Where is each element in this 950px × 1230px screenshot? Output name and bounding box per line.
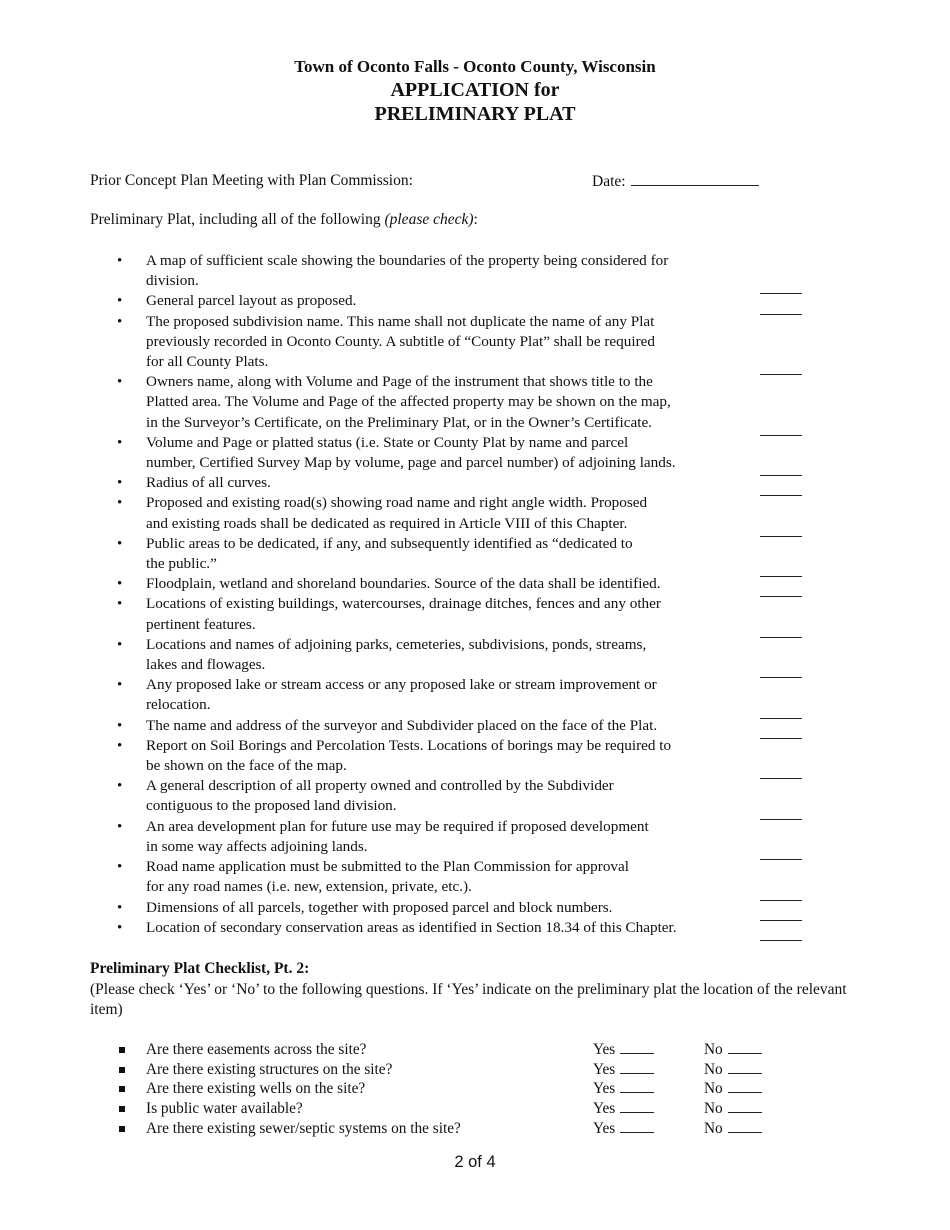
question-text: Are there existing wells on the site? bbox=[146, 1080, 366, 1098]
bullet-icon: • bbox=[117, 313, 123, 330]
checklist-question bbox=[0, 1099, 950, 1119]
requirement-item bbox=[0, 534, 950, 574]
requirement-text: Public areas to be dedicated, if any, and subsequently identified as “dedicated to the public.” bbox=[146, 534, 633, 573]
checklist-question bbox=[0, 1079, 950, 1099]
check-blank[interactable] bbox=[760, 940, 802, 941]
bullet-icon: • bbox=[117, 919, 123, 936]
requirement-text: Proposed and existing road(s) showing road name and right angle width. Proposed and existing roads shall be dedicated as required in Article VIII of this Chapter. bbox=[146, 494, 648, 532]
requirement-text: Report on Soil Borings and Percolation Tests. Locations of borings may be required to be shown on the face of the map. bbox=[146, 736, 672, 775]
bullet-icon: • bbox=[117, 535, 123, 552]
yes-label: Yes bbox=[593, 1041, 616, 1058]
concept-meeting-label: Prior Concept Plan Meeting with Plan Commission: bbox=[90, 172, 413, 189]
bullet-icon: • bbox=[117, 495, 123, 512]
requirement-text: Floodplain, wetland and shoreland boundaries. Source of the data shall be identified. bbox=[146, 575, 661, 593]
requirement-item bbox=[0, 433, 950, 473]
requirement-item bbox=[0, 493, 950, 533]
requirement-item bbox=[0, 635, 950, 675]
requirement-item bbox=[0, 291, 950, 311]
date-field[interactable] bbox=[592, 172, 759, 191]
bullet-icon: • bbox=[117, 576, 123, 593]
no-option[interactable] bbox=[704, 1099, 762, 1119]
requirement-item bbox=[0, 918, 950, 938]
bullet-icon: • bbox=[117, 374, 123, 391]
requirement-text: Locations of existing buildings, watercourses, drainage ditches, fences and any other pertinent features. bbox=[146, 595, 661, 633]
requirements-list bbox=[0, 251, 950, 938]
checklist-questions bbox=[0, 1040, 950, 1138]
question-text: Is public water available? bbox=[146, 1100, 303, 1118]
yes-option[interactable] bbox=[593, 1079, 654, 1099]
concept-meeting-row bbox=[90, 172, 850, 192]
no-label: No bbox=[704, 1080, 723, 1098]
no-blank[interactable] bbox=[728, 1040, 762, 1054]
yes-blank[interactable] bbox=[620, 1079, 654, 1093]
requirement-item bbox=[0, 716, 950, 736]
yes-option[interactable] bbox=[593, 1119, 654, 1139]
requirement-text: Location of secondary conservation areas as identified in Section 18.34 of this Chapter. bbox=[146, 918, 677, 936]
bullet-icon: • bbox=[117, 253, 123, 269]
requirement-text: A general description of all property owned and controlled by the Subdivider contiguous to the proposed land division. bbox=[146, 777, 614, 815]
yes-blank[interactable] bbox=[620, 1099, 654, 1113]
no-option[interactable] bbox=[704, 1119, 762, 1139]
date-blank[interactable] bbox=[631, 172, 759, 186]
square-bullet-icon bbox=[119, 1106, 125, 1112]
requirement-text: Road name application must be submitted to the Plan Commission for approval for any road names (i.e. new, extension, private, etc.). bbox=[146, 858, 629, 896]
checklist-question bbox=[0, 1060, 950, 1080]
bullet-icon: • bbox=[117, 899, 123, 916]
requirement-text: The name and address of the surveyor and Subdivider placed on the face of the Plat. bbox=[146, 716, 658, 734]
no-label: No bbox=[704, 1041, 723, 1058]
checklist-question bbox=[0, 1040, 950, 1060]
requirement-text: Owners name, along with Volume and Page of the instrument that shows title to the Platted area. The Volume and Page of the affected property may be shown on the map, in the Surveyor’s Certificate, on the Preliminary Plat, or in the Owner’s Certificate. bbox=[146, 373, 671, 431]
requirement-item bbox=[0, 473, 950, 493]
square-bullet-icon bbox=[119, 1126, 125, 1132]
form-title-line2: PRELIMINARY PLAT bbox=[374, 103, 576, 125]
bullet-icon: • bbox=[117, 778, 123, 795]
yes-option[interactable] bbox=[593, 1040, 654, 1060]
requirement-text: Dimensions of all parcels, together with proposed parcel and block numbers. bbox=[146, 898, 613, 916]
requirement-text: A map of sufficient scale showing the boundaries of the property being considered for division. bbox=[146, 252, 669, 290]
checklist-instructions: (Please check ‘Yes’ or ‘No’ to the following questions. If ‘Yes’ indicate on the preliminary plat the location of the relevant item) bbox=[90, 981, 847, 1018]
no-blank[interactable] bbox=[728, 1119, 762, 1133]
form-header bbox=[0, 56, 950, 126]
requirement-text: An area development plan for future use may be required if proposed development in some way affects adjoining lands. bbox=[146, 817, 649, 855]
yes-blank[interactable] bbox=[620, 1040, 654, 1054]
no-label: No bbox=[704, 1100, 723, 1118]
checklist-title: Preliminary Plat Checklist, Pt. 2: bbox=[90, 960, 310, 977]
no-blank[interactable] bbox=[728, 1079, 762, 1093]
requirement-text: Locations and names of adjoining parks, cemeteries, subdivisions, ponds, streams, lakes and flowages. bbox=[146, 635, 647, 674]
no-label: No bbox=[704, 1119, 723, 1137]
square-bullet-icon bbox=[119, 1086, 125, 1092]
requirement-item bbox=[0, 857, 950, 897]
bullet-icon: • bbox=[117, 293, 123, 310]
bullet-icon: • bbox=[117, 677, 123, 694]
no-blank[interactable] bbox=[728, 1060, 762, 1074]
bullet-icon: • bbox=[117, 717, 123, 734]
requirement-item bbox=[0, 594, 950, 634]
requirement-text: Any proposed lake or stream access or any proposed lake or stream improvement or relocation. bbox=[146, 676, 657, 714]
intro-emphasis: (please check) bbox=[384, 211, 474, 228]
requirements-intro bbox=[90, 211, 478, 229]
requirement-item bbox=[0, 574, 950, 594]
requirement-item bbox=[0, 251, 950, 291]
no-option[interactable] bbox=[704, 1060, 762, 1080]
no-blank[interactable] bbox=[728, 1099, 762, 1113]
yes-option[interactable] bbox=[593, 1060, 654, 1080]
bullet-icon: • bbox=[117, 818, 123, 835]
square-bullet-icon bbox=[119, 1067, 125, 1073]
requirement-item bbox=[0, 675, 950, 715]
no-option[interactable] bbox=[704, 1079, 762, 1099]
intro-suffix: : bbox=[473, 211, 478, 228]
requirement-item bbox=[0, 372, 950, 433]
yes-option[interactable] bbox=[593, 1099, 654, 1119]
yes-label: Yes bbox=[593, 1119, 616, 1137]
requirement-text: Radius of all curves. bbox=[146, 474, 271, 492]
bullet-icon: • bbox=[117, 636, 123, 653]
form-title-line1: APPLICATION for bbox=[390, 79, 560, 101]
question-text: Are there existing sewer/septic systems on the site? bbox=[146, 1119, 461, 1137]
square-bullet-icon bbox=[119, 1047, 125, 1053]
question-text: Are there easements across the site? bbox=[146, 1041, 367, 1058]
yes-blank[interactable] bbox=[620, 1119, 654, 1133]
bullet-icon: • bbox=[117, 737, 123, 754]
bullet-icon: • bbox=[117, 475, 123, 492]
yes-label: Yes bbox=[593, 1100, 616, 1118]
town-title: Town of Oconto Falls - Oconto County, Wisconsin bbox=[294, 57, 656, 76]
yes-label: Yes bbox=[593, 1060, 616, 1078]
no-option[interactable] bbox=[704, 1040, 762, 1060]
requirement-item bbox=[0, 898, 950, 918]
requirement-text: The proposed subdivision name. This name shall not duplicate the name of any Plat previously recorded in Oconto County. A subtitle of “County Plat” shall be required for all County Plats. bbox=[146, 312, 655, 371]
yes-label: Yes bbox=[593, 1080, 616, 1098]
requirement-text: General parcel layout as proposed. bbox=[146, 292, 357, 310]
requirement-item bbox=[0, 776, 950, 816]
bullet-icon: • bbox=[117, 859, 123, 876]
requirement-item bbox=[0, 736, 950, 776]
requirement-item bbox=[0, 312, 950, 373]
requirement-text: Volume and Page or platted status (i.e. State or County Plat by name and parcel number, Certified Survey Map by volume, page and parcel number) of adjoining lands. bbox=[146, 433, 676, 472]
bullet-icon: • bbox=[117, 596, 123, 613]
intro-text: Preliminary Plat, including all of the following bbox=[90, 211, 385, 228]
date-label: Date: bbox=[592, 173, 626, 190]
no-label: No bbox=[704, 1060, 723, 1078]
question-text: Are there existing structures on the site? bbox=[146, 1060, 393, 1078]
page-number: 2 of 4 bbox=[454, 1153, 496, 1171]
bullet-icon: • bbox=[117, 434, 123, 451]
requirement-item bbox=[0, 817, 950, 857]
checklist-question bbox=[0, 1119, 950, 1139]
yes-blank[interactable] bbox=[620, 1060, 654, 1074]
